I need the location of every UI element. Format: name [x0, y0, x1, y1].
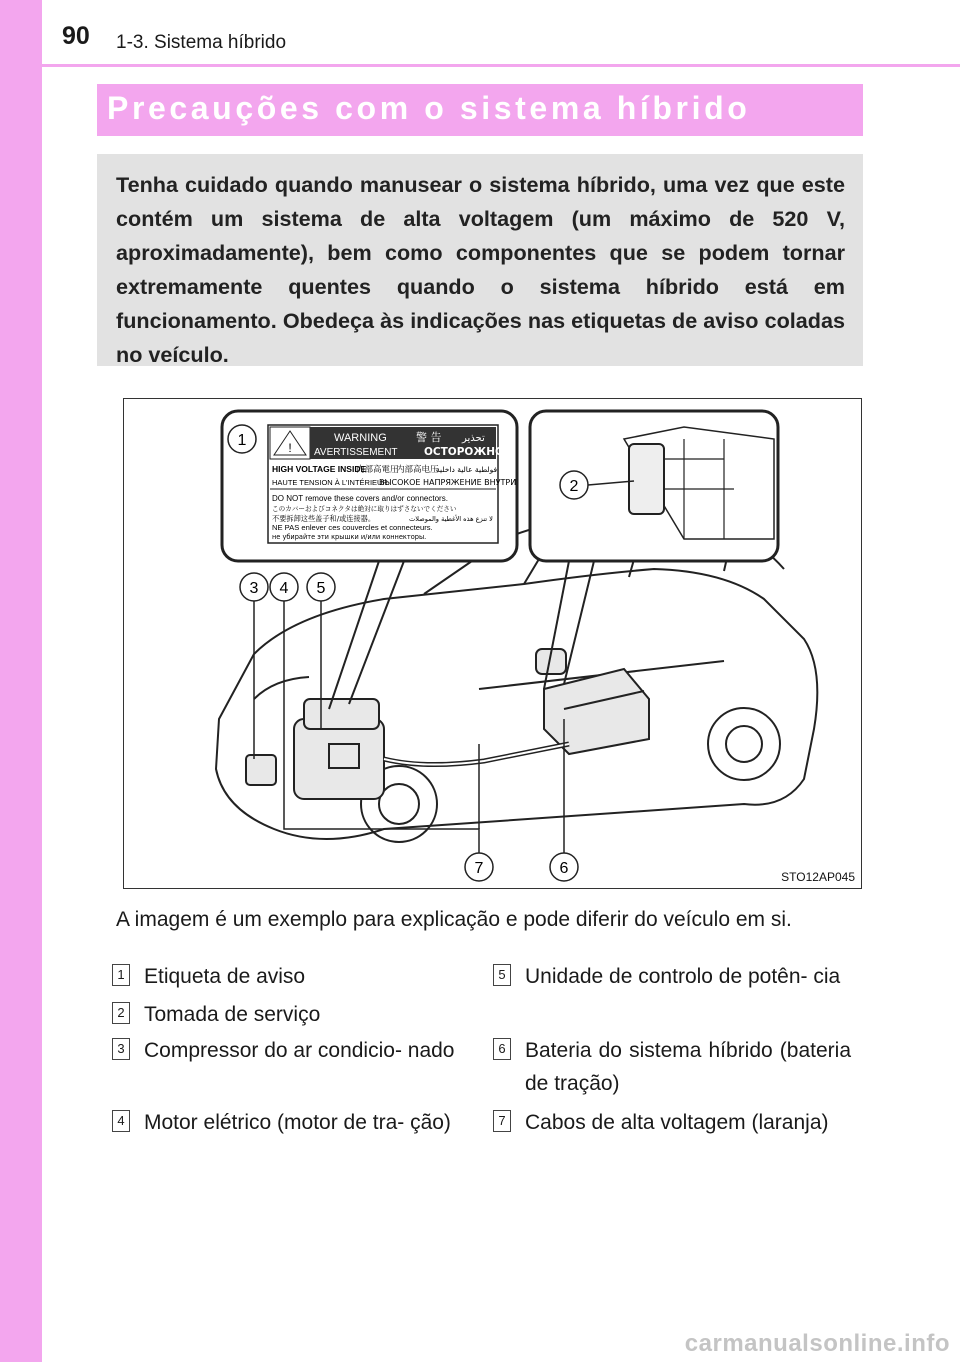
intro-box	[97, 154, 863, 366]
legend-number: 2	[112, 1002, 130, 1024]
legend-number: 1	[112, 964, 130, 986]
svg-text:DO NOT remove these covers and: DO NOT remove these covers and/or connectors.	[272, 494, 448, 503]
page-number: 90	[62, 22, 90, 50]
svg-text:不要拆卸这些盖子和/或连接器。: 不要拆卸这些盖子和/或连接器。	[272, 514, 376, 523]
svg-text:فولطية عالية داخلية: فولطية عالية داخلية	[436, 465, 498, 474]
battery-unit	[536, 649, 649, 754]
legend-text: Cabos de alta voltagem (laranja)	[525, 1111, 829, 1134]
legend-text: Etiqueta de aviso	[144, 965, 306, 988]
svg-text:не убирайте эти крышки и/или к: не убирайте эти крышки и/или коннекторы.	[272, 533, 427, 541]
legend-number: 5	[493, 964, 511, 986]
svg-text:このカバーおよびコネクタは絶対に取りはずさないでください: このカバーおよびコネクタは絶対に取りはずさないでください	[272, 505, 457, 513]
legend-text: Motor elétrico (motor de tra- ção)	[144, 1111, 451, 1134]
svg-text:5: 5	[316, 580, 326, 597]
svg-text:1: 1	[237, 432, 247, 449]
svg-text:NE PAS enlever ces couvercles: NE PAS enlever ces couvercles et connecteurs.	[272, 523, 433, 532]
legend-text: Tomada de serviço	[144, 1003, 321, 1026]
svg-text:4: 4	[279, 580, 289, 597]
callout-6	[550, 853, 578, 881]
side-color-strip	[0, 0, 42, 1362]
svg-text:内部高電圧: 内部高電圧	[356, 465, 399, 475]
legend-text: Unidade de controlo de potên- cia	[525, 965, 841, 988]
svg-text:3: 3	[249, 580, 259, 597]
title-bar	[97, 84, 863, 136]
legend-number: 4	[112, 1110, 130, 1132]
section-heading: 1-3. Sistema híbrido	[116, 32, 287, 53]
intro-text: Tenha cuidado quando manusear o sistema híbrido, uma vez que este contém um sistema de alta voltagem (um máximo de 520 V, aproximadamente), bem como componentes que se podem tornar extremamente quentes quando o sistema híbrido está em funcionamento. Obedeça às indicações nas etiquetas de aviso coladas no veículo.	[116, 172, 845, 367]
svg-text:HAUTE TENSION À L'INTÉRIEUR: HAUTE TENSION À L'INTÉRIEUR	[272, 478, 388, 487]
svg-text:6: 6	[559, 860, 569, 877]
callout-1	[228, 425, 256, 453]
hybrid-car-illustration	[124, 399, 862, 889]
svg-text:HIGH VOLTAGE INSIDE: HIGH VOLTAGE INSIDE	[272, 464, 367, 474]
svg-text:AVERTISSEMENT: AVERTISSEMENT	[314, 447, 398, 458]
svg-text:تحذير: تحذير	[462, 433, 485, 444]
illustration-figure	[123, 398, 862, 889]
header-rule	[42, 64, 960, 67]
svg-text:7: 7	[474, 860, 484, 877]
svg-text:WARNING: WARNING	[334, 432, 387, 444]
svg-text:ВЫСОКОЕ НАПРЯЖЕНИЕ ВНУТРИ: ВЫСОКОЕ НАПРЯЖЕНИЕ ВНУТРИ	[379, 478, 517, 487]
legend-number: 3	[112, 1038, 130, 1060]
callout-4	[270, 573, 298, 601]
svg-text:内部高电压: 内部高电压	[396, 465, 439, 475]
legend-text: Bateria do sistema híbrido (bateria de tração)	[525, 1039, 851, 1095]
callout-5	[307, 573, 335, 601]
callout-7	[465, 853, 493, 881]
figure-code: STO12AP045	[781, 870, 855, 884]
figure-caption: A imagem é um exemplo para explicação e pode diferir do veículo em si.	[116, 908, 792, 931]
svg-text:2: 2	[569, 478, 579, 495]
svg-text:警 告: 警 告	[416, 431, 442, 444]
page-title: Precauções com o sistema híbrido	[107, 90, 751, 126]
svg-text:!: !	[288, 441, 292, 455]
svg-text:لا تنزع هذه الأغطية والموصلات: لا تنزع هذه الأغطية والموصلات	[409, 515, 493, 523]
svg-text:ОСТОРОЖНО: ОСТОРОЖНО	[424, 446, 504, 458]
watermark-link[interactable]: carmanualsonline.info	[684, 1330, 950, 1357]
callout-3	[240, 573, 268, 601]
label-inset	[222, 411, 517, 561]
legend-number: 7	[493, 1110, 511, 1132]
motor-unit	[246, 699, 384, 799]
legend-text: Compressor do ar condicio- nado	[144, 1039, 455, 1062]
legend-number: 6	[493, 1038, 511, 1060]
